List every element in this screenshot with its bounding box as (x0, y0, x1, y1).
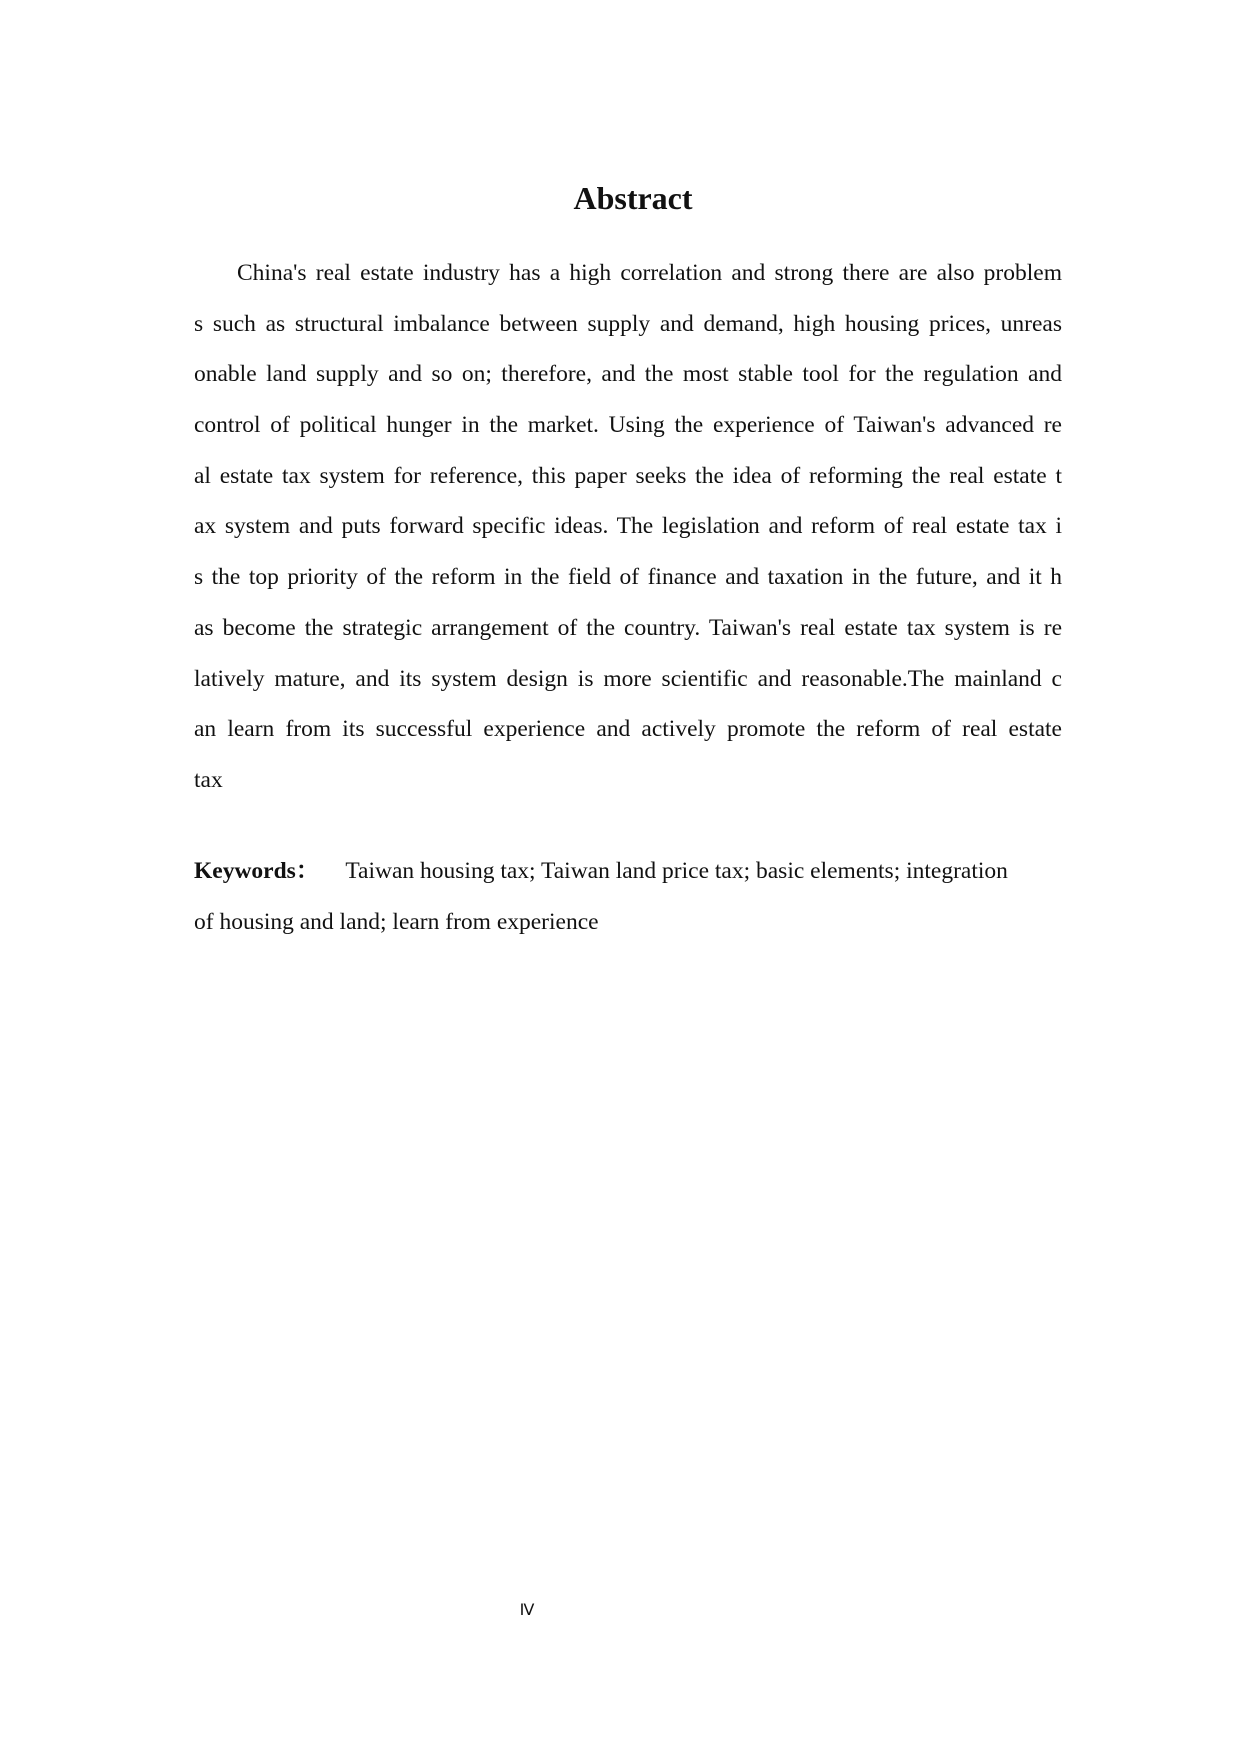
abstract-line: tax (194, 766, 223, 793)
keywords-line (194, 846, 1062, 897)
abstract-line: an learn from its successful experience and actively promote the reform of real estate (194, 716, 1062, 743)
keywords-text: Taiwan housing tax; Taiwan land price tax; basic elements; integration (345, 858, 1008, 884)
abstract-line: s the top priority of the reform in the field of finance and taxation in the future, and it h (194, 564, 1062, 591)
abstract-line: China's real estate industry has a high correlation and strong there are also problem (237, 260, 1062, 286)
page-title: Abstract (573, 180, 693, 216)
keywords-label: Keywords： (194, 858, 320, 884)
keywords-section (194, 846, 1062, 948)
page-number: Ⅳ (519, 1600, 535, 1619)
abstract-line: s such as structural imbalance between supply and demand, high housing prices, unreas (194, 310, 1062, 337)
abstract-line: ax system and puts forward specific ideas. The legislation and reform of real estate tax i (194, 513, 1062, 540)
keywords-line: of housing and land; learn from experience (194, 909, 599, 935)
abstract-line: al estate tax system for reference, this paper seeks the idea of reforming the real estate t (194, 462, 1062, 489)
abstract-line: as become the strategic arrangement of the country. Taiwan's real estate tax system is re (194, 614, 1062, 641)
abstract-line: control of political hunger in the market. Using the experience of Taiwan's advanced re (194, 412, 1062, 439)
abstract-line: latively mature, and its system design is more scientific and reasonable.The mainland c (194, 665, 1062, 692)
abstract-line: onable land supply and so on; therefore, and the most stable tool for the regulation and (194, 361, 1062, 388)
abstract-body (194, 248, 1062, 806)
